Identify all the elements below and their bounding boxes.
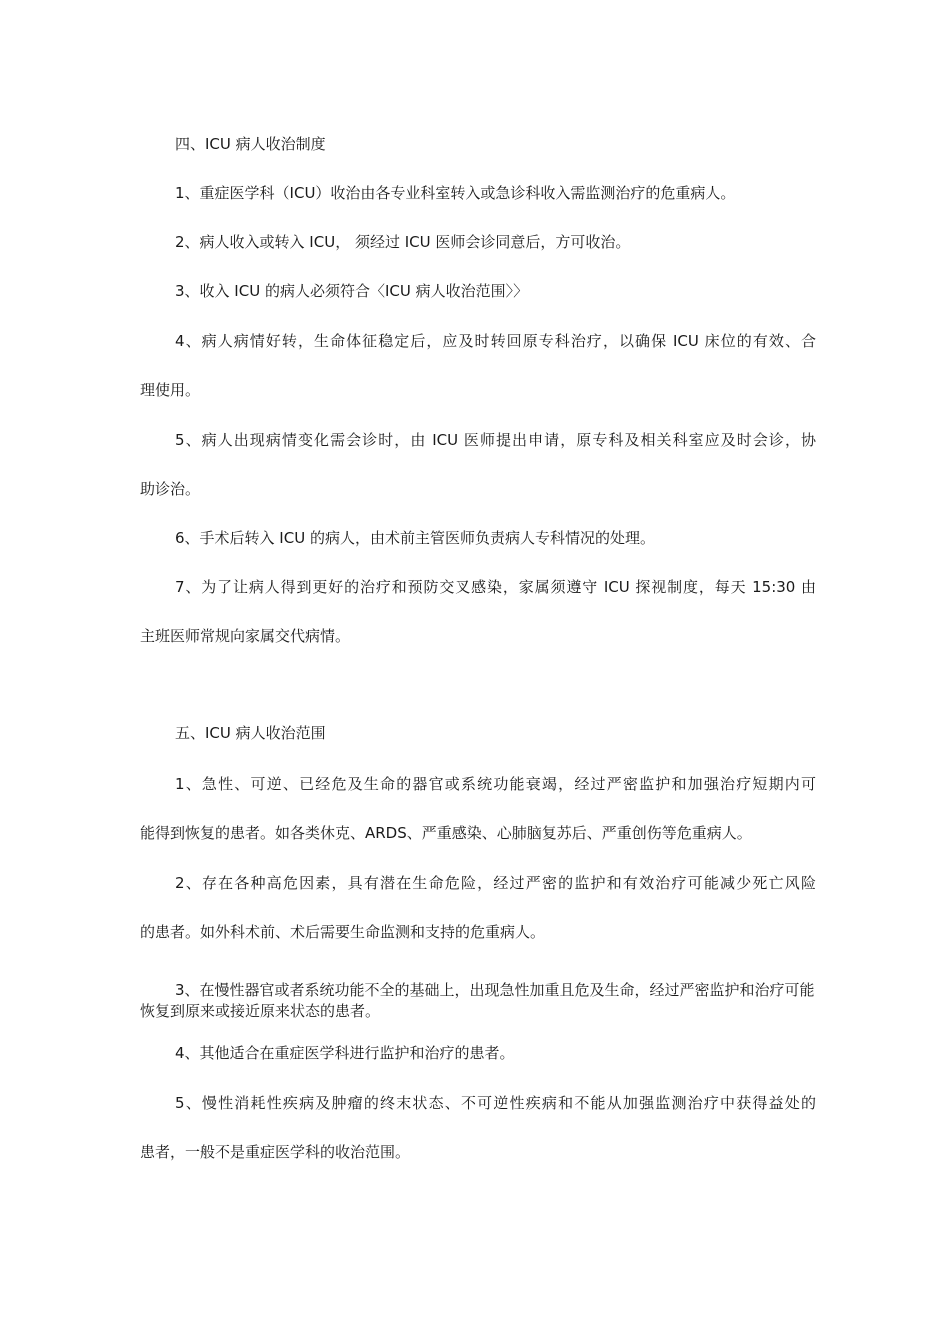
section-5-item-2-line-1: 2、存在各种高危因素，具有潜在生命危险，经过严密的监护和有效治疗可能减少死亡风险 [175, 874, 816, 892]
section-5-item-2-line-2: 的患者。如外科术前、术后需要生命监测和支持的危重病人。 [140, 923, 546, 941]
section-5-item-3: 3、在慢性器官或者系统功能不全的基础上，出现急性加重且危及生命，经过严密监护和治疗可能恢复到原来或接近原来状态的患者。 [140, 981, 815, 1020]
section-5-item-5-line-1: 5、慢性消耗性疾病及肿瘤的终末状态、不可逆性疾病和不能从加强监测治疗中获得益处的 [175, 1094, 816, 1112]
section-5-item-1-line-1: 1、急性、可逆、已经危及生命的器官或系统功能衰竭，经过严密监护和加强治疗短期内可 [175, 775, 816, 793]
section-5-item-1-line-2: 能得到恢复的患者。如各类休克、ARDS、严重感染、心肺脑复苏后、严重创伤等危重病人。 [140, 824, 752, 842]
section-4-item-7-line-1: 7、为了让病人得到更好的治疗和预防交叉感染，家属须遵守 ICU 探视制度，每天 15:30 由 [175, 578, 816, 596]
section-4-item-5-line-1: 5、病人出现病情变化需会诊时，由 ICU 医师提出申请，原专科及相关科室应及时会诊，协 [175, 431, 816, 449]
section-4-item-2: 2、病人收入或转入 ICU， 须经过 ICU 医师会诊同意后，方可收治。 [175, 233, 631, 251]
section-4-item-1: 1、重症医学科（ICU）收治由各专业科室转入或急诊科收入需监测治疗的危重病人。 [175, 184, 736, 202]
section-4-heading: 四、ICU 病人收治制度 [175, 135, 326, 153]
section-4-item-3: 3、收入 ICU 的病人必须符合〈ICU 病人收治范围〉〉 [175, 282, 529, 300]
section-4-item-6: 6、手术后转入 ICU 的病人，由术前主管医师负责病人专科情况的处理。 [175, 529, 655, 547]
section-4-item-4-line-2: 理使用。 [140, 381, 201, 399]
section-5-item-5-line-2: 患者，一般不是重症医学科的收治范围。 [140, 1143, 411, 1161]
section-4-item-4-line-1: 4、病人病情好转，生命体征稳定后，应及时转回原专科治疗，以确保 ICU 床位的有效、合 [175, 332, 816, 350]
section-4-item-7-line-2: 主班医师常规向家属交代病情。 [140, 627, 351, 645]
section-5-heading: 五、ICU 病人收治范围 [175, 724, 326, 742]
section-5-item-4: 4、其他适合在重症医学科进行监护和治疗的患者。 [175, 1044, 515, 1062]
section-4-item-5-line-2: 助诊治。 [140, 480, 201, 498]
